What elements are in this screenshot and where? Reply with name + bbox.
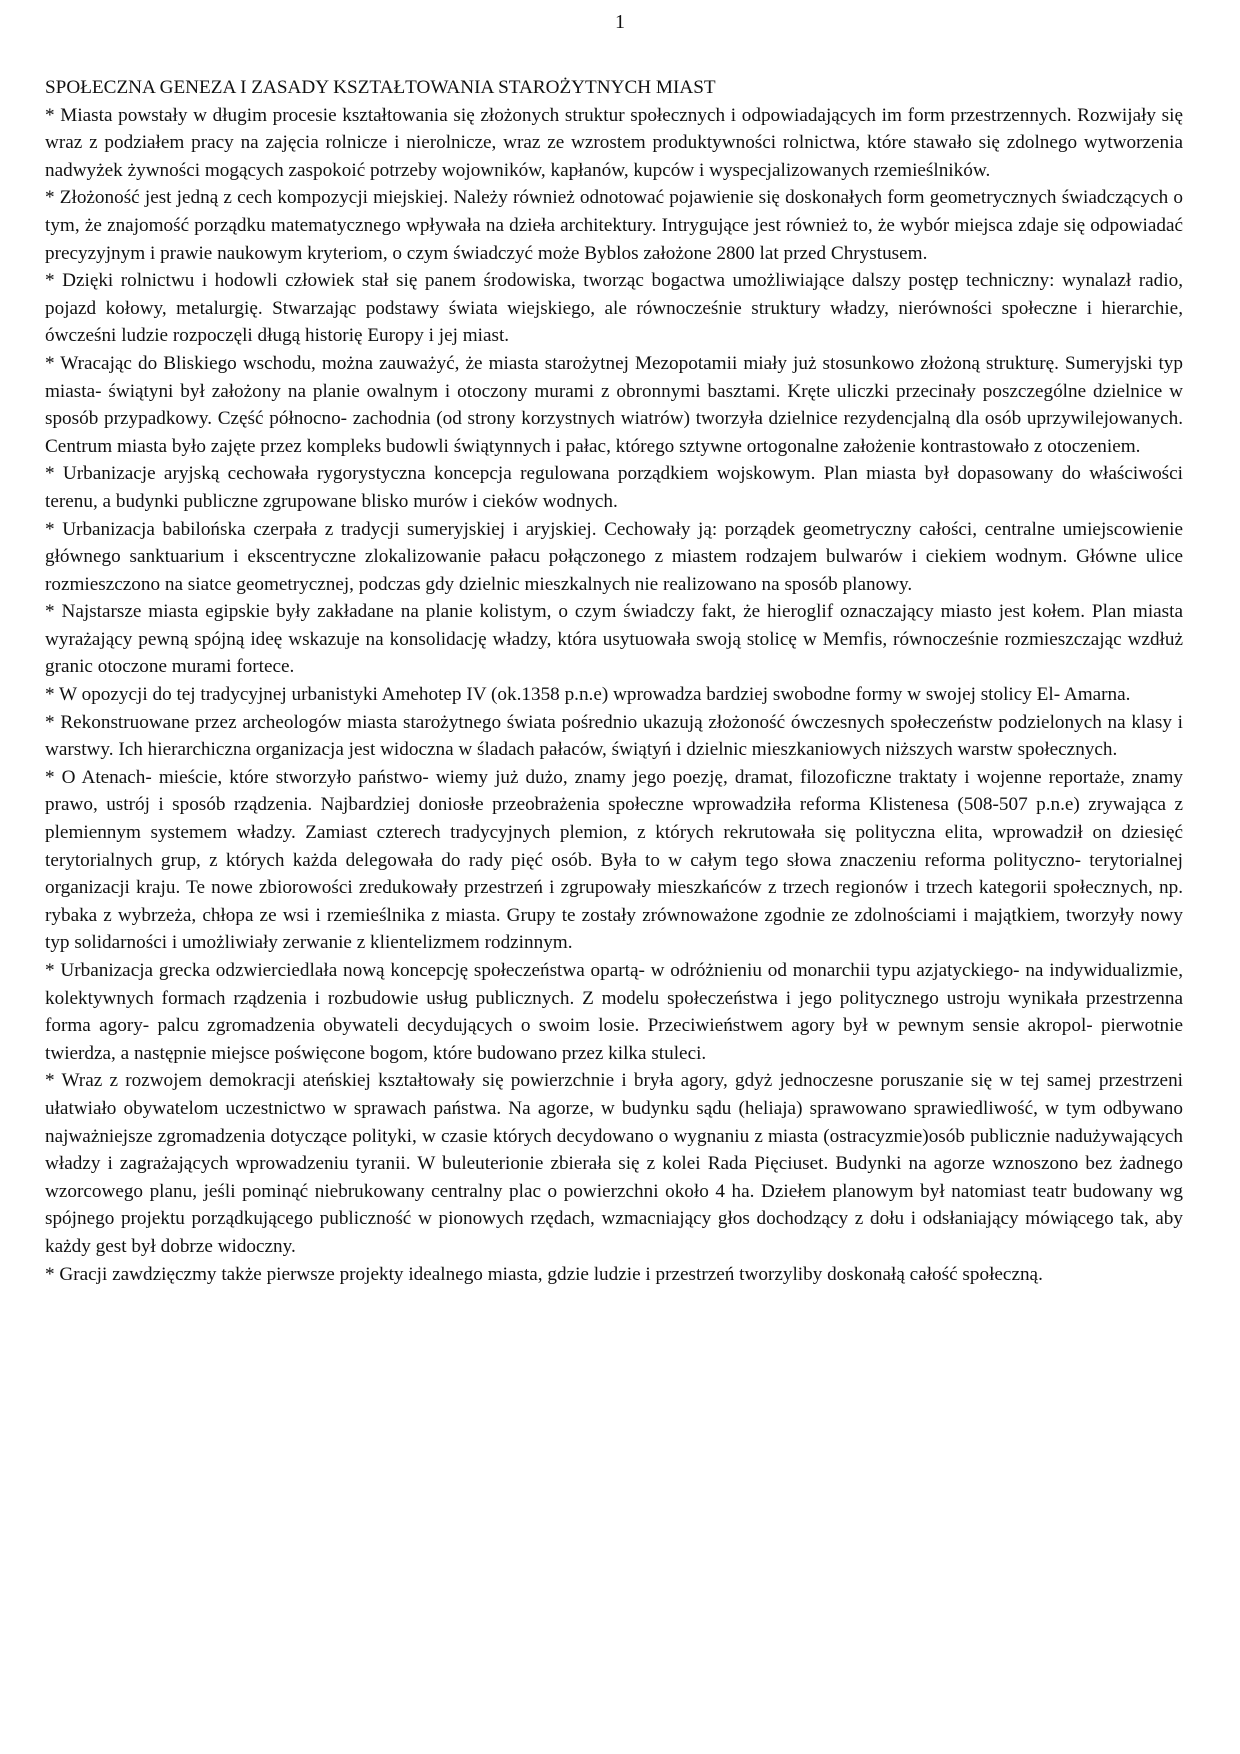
paragraph-agora: * Wraz z rozwojem demokracji ateńskiej kształtowały się powierzchnie i bryła agory, gdyż jednoczesne poruszanie się w tej samej przestrzeni ułatwiało obywatelom uczestnictwo w sprawach państwa. Na agorze, w budynku sądu (heliaja) sprawowano sprawiedliwość, w tym odbywano najważniejsze zgromadzenia dotyczące polityki, w czasie których decydowano o wygnaniu z miasta (ostracyzmie)osób publicznie nadużywających władzy i zagrażających wprowadzeniu tyranii. W buleuterionie zbierała się z kolei Rada Pięciuset. Budynki na agorze wznoszono bez żadnego wzorcowego planu, jeśli pominąć niebrukowany centralny plac o powierzchni około 4 ha. Dziełem planowym był natomiast teatr budowany wg spójnego projektu porządkującego publiczność w pionowych rzędach, wzmacniający głos dochodzący z dołu i odsłaniający mówiącego tak, aby każdy gest był dobrze widoczny. (45, 1070, 1183, 1257)
paragraph-greek-urbanization: * Urbanizacja grecka odzwierciedlała nową koncepcję społeczeństwa opartą- w odróżnieniu od monarchii typu azjatyckiego- na indywidualizmie, kolektywnych formach rządzenia i rozbudowie usług publicznych. Z modelu społeczeństwa i jego politycznego ustroju wynikała przestrzenna forma agory- palcu zgromadzenia obywateli decydujących o swoim losie. Przeciwieństwem agory był w pewnym sensie akropol- pierwotnie twierdza, a następnie miejsce poświęcone bogom, które budowano przez kilka stuleci. (45, 960, 1183, 1064)
paragraph-babylon: * Urbanizacja babilońska czerpała z tradycji sumeryjskiej i aryjskiej. Cechowały ją: porządek geometryczny całości, centralne umiejscowienie głównego sanktuarium i ekscentryczne zlokalizowanie pałacu połączonego z miastem rodzajem bulwarów i ciekiem wodnym. Główne ulice rozmieszczono na siatce geometrycznej, podczas gdy dzielnic mieszkalnych nie realizowano na sposób planowy. (45, 518, 1183, 595)
paragraph-aryan: * Urbanizacje aryjską cechowała rygorystyczna koncepcja regulowana porządkiem wojskowym. Plan miasta był dopasowany do właściwości terenu, a budynki publiczne zgrupowane blisko murów i cieków wodnych. (45, 463, 1183, 512)
paragraph-complexity: * Złożoność jest jedną z cech kompozycji miejskiej. Należy również odnotować pojawienie się doskonałych form geometrycznych świadczących o tym, że znajomość porządku matematycznego wpływała na dzieła architektury. Intrygujące jest również to, że wybór miejsca zdaje się odpowiadać precyzyjnym i prawie naukowym kryteriom, o czym świadczyć może Byblos założone 2800 lat przed Chrystusem. (45, 187, 1183, 264)
paragraph-mesopotamia: * Wracając do Bliskiego wschodu, można zauważyć, że miasta starożytnej Mezopotamii miały już stosunkowo złożoną strukturę. Sumeryjski typ miasta- świątyni był założony na planie owalnym i otoczony murami z obronnymi basztami. Kręte uliczki przecinały poszczególne dzielnice w sposób przypadkowy. Część północno- zachodnia (od strony korzystnych wiatrów) tworzyła dzielnice rezydencjalną dla osób uprzywilejowanych. Centrum miasta było zajęte przez kompleks budowli świątynnych i pałac, którego sztywne ortogonalne założenie kontrastowało z otoczeniem. (45, 352, 1183, 457)
paragraph-ideal-city: * Gracji zawdzięczmy także pierwsze projekty idealnego miasta, gdzie ludzie i przestrzeń tworzyliby doskonałą całość społeczną. (45, 1263, 1043, 1285)
document-body (45, 74, 1183, 1288)
paragraph-egypt: * Najstarsze miasta egipskie były zakładane na planie kolistym, o czym świadczy fakt, że hieroglif oznaczający miasto jest kołem. Plan miasta wyrażający pewną spójną ideę wskazuje na konsolidację władzy, która usytuowała swoją stolicę w Memfis, równocześnie rozmieszczając wzdłuż granic otoczone murami fortece. (45, 601, 1183, 678)
paragraph-amarna: * W opozycji do tej tradycyjnej urbanistyki Amehotep IV (ok.1358 p.n.e) wprowadza bardziej swobodne formy w swojej stolicy El- Amarna. (45, 684, 1131, 706)
document-title: SPOŁECZNA GENEZA I ZASADY KSZTAŁTOWANIA STAROŻYTNYCH MIAST (45, 77, 716, 98)
paragraph-origins: * Miasta powstały w długim procesie kształtowania się złożonych struktur społecznych i odpowiadających im form przestrzennych. Rozwijały się wraz z podziałem pracy na zajęcia rolnicze i nierolnicze, wraz ze wzrostem produktywności rolnictwa, które stawało się zdolnego wytworzenia nadwyżek żywności mogących zaspokoić potrzeby wojowników, kapłanów, kupców i wyspecjalizowanych rzemieślników. (45, 104, 1183, 181)
paragraph-athens: * O Atenach- mieście, które stworzyło państwo- wiemy już dużo, znamy jego poezję, dramat, filozoficzne traktaty i wojenne reportaże, znamy prawo, ustrój i sposób rządzenia. Najbardziej doniosłe przeobrażenia społeczne wprowadziła reforma Klistenesa (508-507 p.n.e) zrywająca z plemiennym systemem władzy. Zamiast czterech tradycyjnych plemion, z których rekrutowała się polityczna elita, wprowadził on dziesięć terytorialnych grup, z których każda delegowała do rady pięć osób. Była to w całym tego słowa znaczeniu reforma polityczno- terytorialnej organizacji kraju. Te nowe zbiorowości zredukowały przestrzeń i zgrupowały mieszkańców z trzech regionów i trzech kategorii społecznych, np. rybaka z wybrzeża, chłopa ze wsi i rzemieślnika z miasta. Grupy te zostały zrównoważone zgodnie ze zdolnościami i majątkiem, tworzyły nowy typ solidarności i umożliwiały zerwanie z klientelizmem rodzinnym. (45, 766, 1183, 954)
paragraph-agriculture: * Dzięki rolnictwu i hodowli człowiek stał się panem środowiska, tworząc bogactwa umożliwiające dalszy postęp techniczny: wynalazł radio, pojazd kołowy, metalurgię. Stwarzając podstawy świata wiejskiego, ale równocześnie struktury władzy, nierówności społeczne i hierarchie, ówcześni ludzie rozpoczęli długą historię Europy i jej miast. (45, 270, 1183, 347)
page-number: 1 (615, 11, 625, 33)
paragraph-archaeology: * Rekonstruowane przez archeologów miasta starożytnego świata pośrednio ukazują złożoność ówczesnych społeczeństw podzielonych na klasy i warstwy. Ich hierarchiczna organizacja jest widoczna w śladach pałaców, świątyń i dzielnic mieszkaniowych niższych warstw społecznych. (45, 711, 1183, 761)
